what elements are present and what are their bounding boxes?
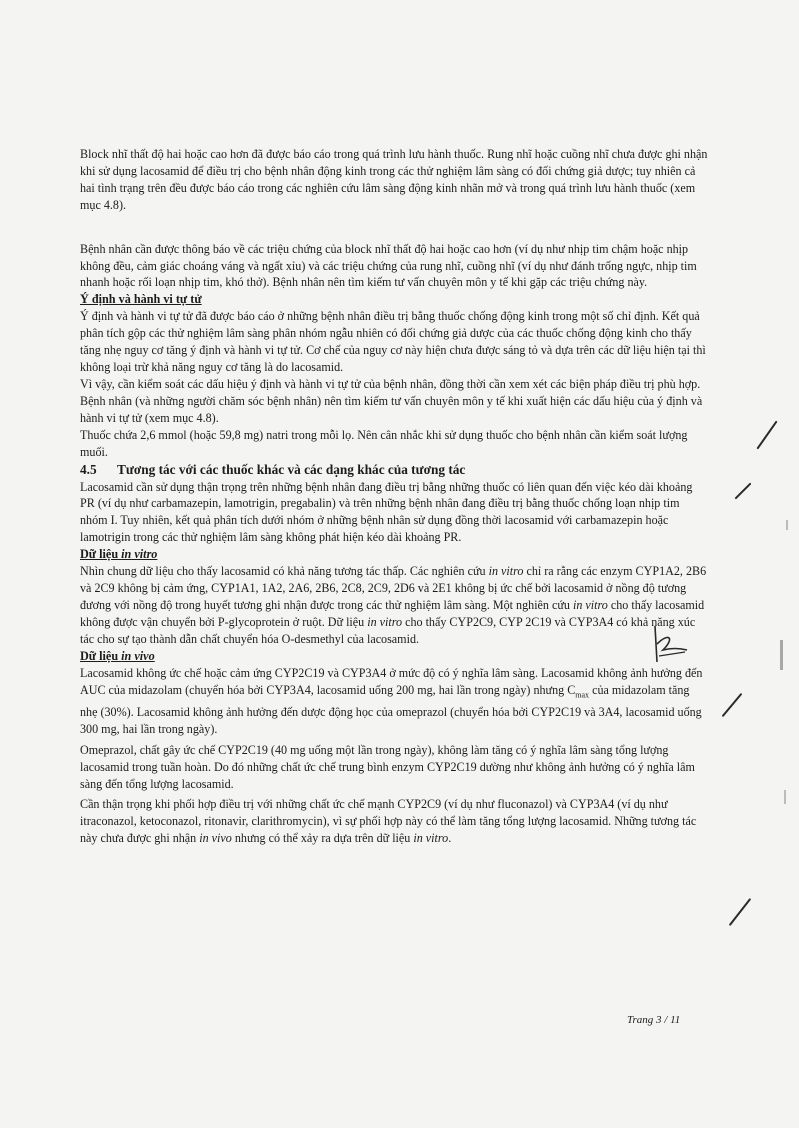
invitro-text-a: Nhìn chung dữ liệu cho thấy lacosamid có khả năng tương tác thấp. Các nghiên cứu	[80, 564, 489, 579]
invitro-text-d: cho thấy CYP2C9, CYP 2C19 và CYP3A4 có khả năng xúc tác cho sự tạo thành dẫn chất chuyển hóa O-desmethyl của lacosamid.	[80, 614, 696, 646]
inhibitors-italic-2: in vitro	[413, 831, 449, 846]
invitro-heading-prefix: Dữ liệu	[80, 547, 122, 562]
margin-tick-mark	[756, 421, 777, 450]
section-number: 4.5	[80, 461, 97, 477]
invitro-italic-2: in vitro	[573, 597, 608, 612]
section-heading	[80, 461, 708, 479]
margin-tick-mark	[735, 483, 752, 500]
paragraph-strong-inhibitors	[80, 796, 708, 847]
document-body	[80, 146, 708, 847]
invitro-heading-italic: in vitro	[121, 547, 158, 562]
inhibitors-text-b: nhưng có thể xảy ra dựa trên dữ liệu	[231, 831, 414, 846]
paragraph-patient-advice: Bệnh nhân cần được thông báo về các triệu chứng của block nhĩ thất độ hai hoặc cao hơn (ví dụ như nhịp tim chậm hoặc nhịp không đều, cảm giác choáng váng và ngất xỉu) và các triệu chứng của rung nhĩ, cuồng nhĩ (ví dụ như đánh trống ngực, nhịp tim nhanh hoặc rối loạn nhịp tim, khó thở). Bệnh nhân nên tìm kiếm tư vấn chuyên môn y tế khi gặp các triệu chứng này.	[80, 241, 697, 290]
cmax-subscript: max	[575, 689, 590, 699]
initials-stamp	[645, 622, 691, 666]
invitro-text-b: chỉ ra rằng các enzym CYP1A2, 2B6 và 2C9 không bị cảm ứng, CYP1A1, 1A2, 2A6, 2B6, 2C8, 2C9, 2D6 và 2E1 không bị ức chế bởi lacosamid ở nồng độ tương đương với nồng độ trong huyết tương ghi nhận được trong các thử nghiệm lâm sàng. Một nghiên cứu	[80, 564, 707, 612]
page-number: Trang 3 / 11	[627, 1014, 681, 1026]
invivo-text-b: của midazolam tăng nhẹ (30%). Lacosamid không ảnh hưởng đến dược động học của omeprazol (chuyển hóa bởi CYP2C19 và 3A4, lacosamid uống 300 mg, hai lần trong ngày).	[80, 682, 702, 736]
paragraph-suicide-risk: Ý định và hành vi tự tử đã được báo cáo ở những bệnh nhân điều trị bằng thuốc chống động kinh trong một số chỉ định. Kết quả phân tích gộp các thử nghiệm lâm sàng phân nhóm ngẫu nhiên có đối chứng giả dược của các thuốc chống động kinh cho thấy tăng nhẹ nguy cơ tăng ý định và hành vi tự tử. Cơ chế của nguy cơ này hiện chưa được sáng tỏ và dựa trên các dữ liệu hiện tại thì không loại trừ khả năng nguy cơ tăng là do lacosamid.	[80, 309, 706, 375]
paragraph-suicide-monitoring: Vì vậy, cần kiểm soát các dấu hiệu ý định và hành vi tự tử của bệnh nhân, đồng thời cần xem xét các biện pháp điều trị phù hợp. Bệnh nhân (và những người chăm sóc bệnh nhân) nên tìm kiếm tư vấn chuyên môn y tế khi xuất hiện các dấu hiệu của ý định và hành vi tự tử (xem mục 4.8).	[80, 376, 703, 425]
margin-tick-mark	[722, 693, 743, 717]
suicide-heading: Ý định và hành vi tự tử	[80, 292, 202, 307]
invivo-heading-prefix: Dữ liệu	[80, 648, 122, 663]
inhibitors-text-c: .	[448, 831, 452, 846]
paragraph-pr-interval: Lacosamid cần sử dụng thận trọng trên những bệnh nhân đang điều trị bằng những thuốc có liên quan đến việc kéo dài khoảng PR (ví dụ như carbamazepin, lamotrigin, pregabalin) và trên những bệnh nhân đang điều trị bằng thuốc chống loạn nhịp tim nhóm I. Tuy nhiên, kết quả phân tích dưới nhóm ở những bệnh nhân sử dụng đồng thời lacosamid với carbamazepin hoặc lamotrigin trong các thử nghiệm lâm sàng không phát hiện kéo dài khoảng PR.	[80, 479, 693, 545]
section-title: Tương tác với các thuốc khác và các dạng khác của tương tác	[117, 461, 466, 477]
paragraph-sodium: Thuốc chứa 2,6 mmol (hoặc 59,8 mg) natri trong mỗi lọ. Nên cân nhắc khi sử dụng thuốc cho bệnh nhân cần kiểm soát lượng muối.	[80, 427, 688, 459]
scan-edge-mark	[784, 790, 786, 804]
invitro-italic-3: in vitro	[367, 614, 403, 629]
paragraph-invitro	[80, 563, 708, 648]
invivo-heading	[80, 648, 708, 665]
paragraph-av-block: Block nhĩ thất độ hai hoặc cao hơn đã được báo cáo trong quá trình lưu hành thuốc. Rung nhĩ hoặc cuồng nhĩ chưa được ghi nhận khi sử dụng lacosamid để điều trị cho bệnh nhân động kinh trong các thử nghiệm lâm sàng có đối chứng giả dược; tuy nhiên cả hai tình trạng trên đều được báo cáo trong các nghiên cứu lâm sàng động kinh nhãn mở và trong quá trình lưu hành thuốc (xem mục 4.8).	[80, 147, 708, 212]
scan-edge-mark	[786, 520, 788, 530]
invivo-heading-italic: in vivo	[121, 648, 155, 663]
inhibitors-italic-1: in vivo	[199, 831, 232, 846]
invitro-heading	[80, 546, 708, 563]
invitro-italic-1: in vitro	[488, 564, 524, 579]
invitro-text-c: cho thấy lacosamid không được vận chuyển bởi P-glycoprotein ở ruột. Dữ liệu	[80, 597, 705, 629]
scan-edge-mark	[780, 640, 783, 670]
paragraph-invivo-cyp	[80, 665, 708, 738]
inhibitors-text-a: Cần thận trọng khi phối hợp điều trị với những chất ức chế mạnh CYP2C9 (ví dụ như fluconazol) và CYP3A4 (ví dụ như itraconazol, ketoconazol, ritonavir, clarithromycin), vì sự phối hợp này có thể làm tăng tổng lượng lacosamid. Những tương tác này chưa được ghi nhận	[80, 797, 697, 846]
paragraph-omeprazol: Omeprazol, chất gây ức chế CYP2C19 (40 mg uống một lần trong ngày), không làm tăng có ý nghĩa lâm sàng tổng lượng lacosamid trong tuần hoàn. Do đó những chất ức chế trung bình enzym CYP2C19 dường như không ảnh hưởng có ý nghĩa lâm sàng đến tổng lượng lacosamid.	[80, 742, 695, 791]
invivo-text-a: Lacosamid không ức chế hoặc cảm ứng CYP2C19 và CYP3A4 ở mức độ có ý nghĩa lâm sàng. Lacosamid không ảnh hưởng đến AUC của midazolam (chuyển hóa bởi CYP3A4, lacosamid uống 200 mg, hai lần trong ngày) nhưng C	[80, 665, 703, 697]
margin-tick-mark	[729, 898, 752, 926]
